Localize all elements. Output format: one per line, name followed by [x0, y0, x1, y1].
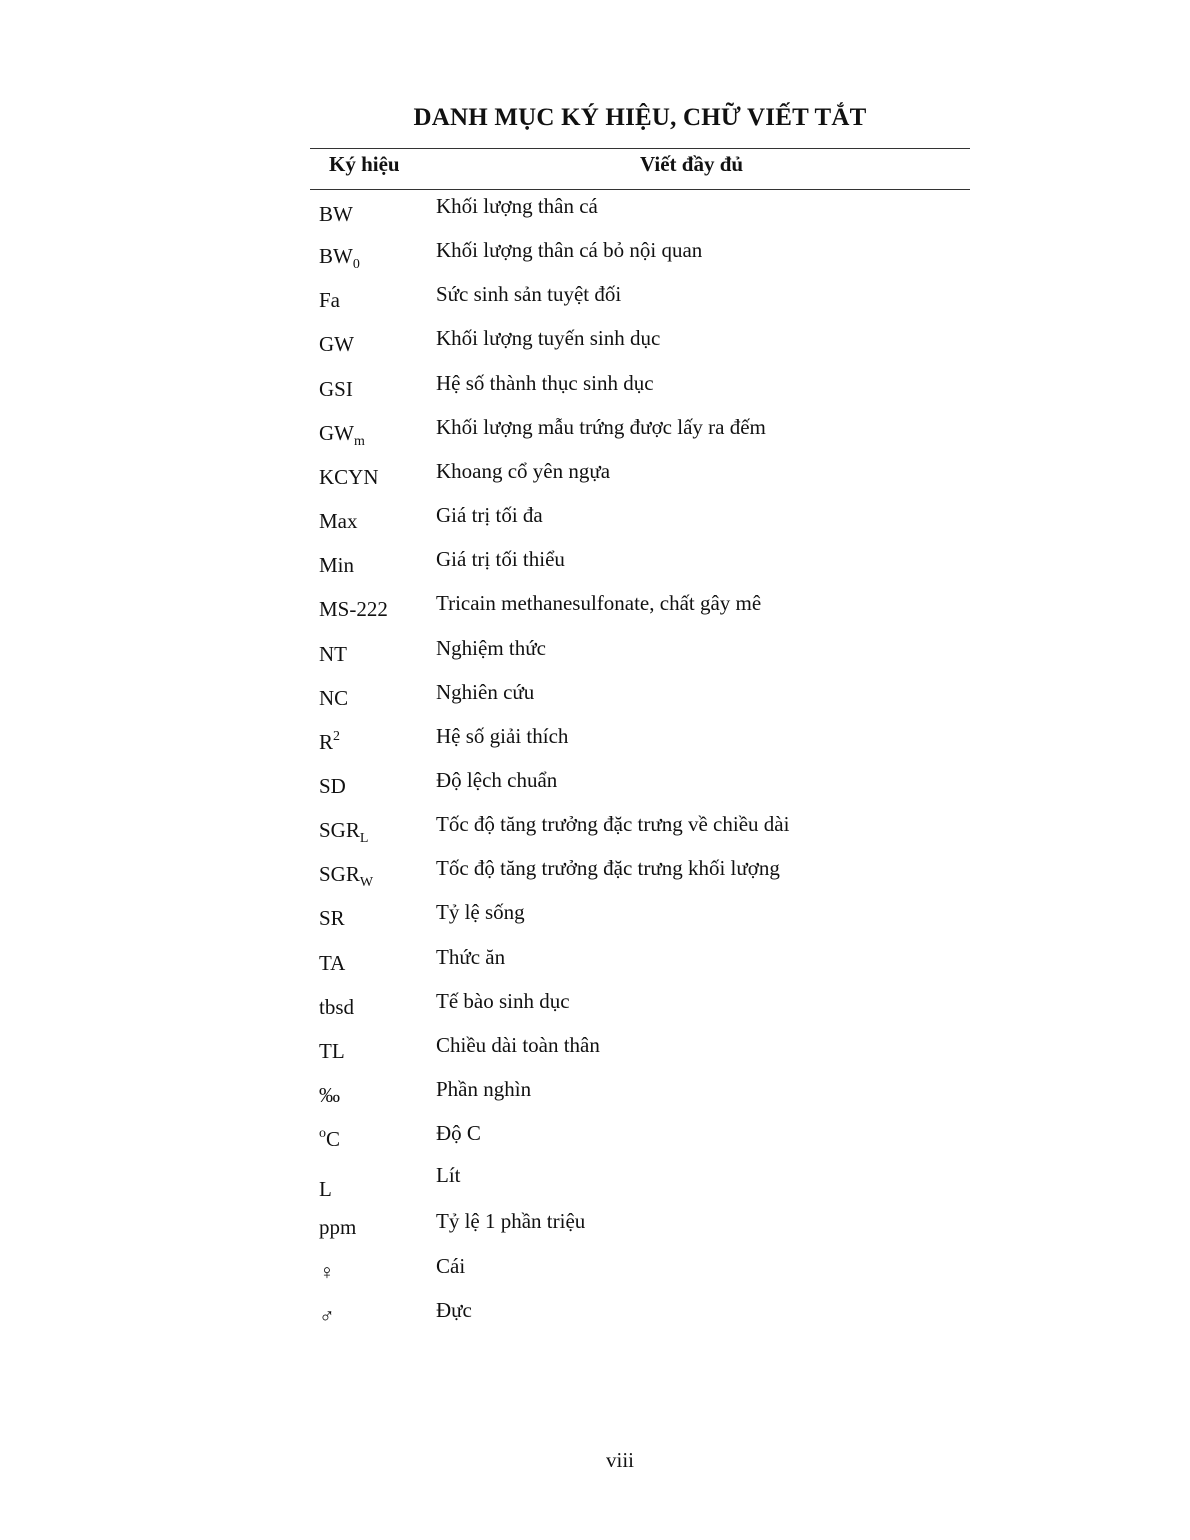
table-row	[0, 1296, 1190, 1340]
symbol-text: C	[326, 1127, 341, 1152]
full-form-cell: Tricain methanesulfonate, chất gây mê	[436, 591, 762, 616]
full-form-cell: Tốc độ tăng trưởng đặc trưng khối lượng	[436, 856, 780, 881]
symbol-subscript: m	[354, 433, 365, 449]
full-form-cell: Khoang cổ yên ngựa	[436, 458, 611, 483]
symbol-cell	[319, 595, 388, 623]
table-row	[0, 854, 1190, 898]
symbol-cell	[319, 463, 379, 491]
full-form-cell: Khối lượng tuyến sinh dục	[436, 326, 661, 351]
symbol-cell	[319, 242, 360, 273]
full-form-cell: Nghiên cứu	[436, 679, 535, 704]
symbol-cell	[319, 1258, 335, 1286]
symbol-cell	[319, 728, 340, 756]
table-row	[0, 722, 1190, 766]
full-form-cell: Phần nghìn	[436, 1077, 532, 1101]
symbol-cell	[319, 816, 369, 847]
symbol-text: Fa	[319, 288, 340, 313]
full-form-cell: Khối lượng mẫu trứng được lấy ra đếm	[436, 414, 766, 439]
symbol-cell	[319, 419, 365, 447]
symbol-text: MS-222	[319, 597, 388, 622]
symbol-text: tbsd	[319, 994, 355, 1019]
symbol-cell	[319, 684, 348, 712]
symbol-cell	[319, 286, 340, 314]
full-form-cell: Độ C	[436, 1121, 481, 1146]
table-row	[0, 369, 1190, 413]
column-header-symbol: Ký hiệu	[329, 152, 400, 176]
full-form-cell: Tỷ lệ 1 phần triệu	[436, 1209, 586, 1234]
symbol-subscript: 0	[352, 257, 360, 273]
symbol-cell	[319, 1125, 340, 1153]
symbol-text: Min	[319, 553, 355, 578]
symbol-text: BW	[319, 202, 353, 226]
table-row	[0, 501, 1190, 545]
column-header-full: Viết đầy đủ	[640, 152, 744, 176]
symbol-superscript: 2	[333, 728, 341, 744]
symbol-text: ♂	[319, 1303, 335, 1328]
symbol-cell	[319, 1302, 335, 1330]
full-form-cell: Giá trị tối thiểu	[436, 547, 565, 572]
symbol-text: TL	[319, 1038, 345, 1063]
symbol-text: SGR	[319, 818, 360, 843]
table-row	[0, 678, 1190, 722]
table-row	[0, 1075, 1190, 1119]
symbol-text: KCYN	[319, 464, 379, 489]
symbol-text: R	[319, 729, 334, 754]
full-form-cell: Hệ số thành thục sinh dục	[436, 370, 654, 395]
table-row	[0, 1119, 1190, 1163]
full-form-cell: Thức ăn	[436, 944, 506, 969]
table-row	[0, 810, 1190, 854]
symbol-text: ‰	[319, 1083, 340, 1107]
symbol-cell	[319, 200, 353, 228]
symbol-cell	[319, 330, 354, 358]
symbol-text: Max	[319, 509, 358, 534]
symbol-cell	[319, 551, 354, 579]
symbol-text: GSI	[319, 376, 353, 401]
symbol-cell	[319, 1081, 340, 1109]
symbol-text: SR	[319, 906, 345, 931]
table-row	[0, 943, 1190, 987]
symbol-cell	[319, 375, 353, 403]
table-row	[0, 1031, 1190, 1075]
symbol-subscript: W	[359, 875, 374, 891]
symbol-text: ppm	[319, 1215, 357, 1240]
symbol-superscript: o	[319, 1126, 326, 1142]
full-form-cell: Tỷ lệ sống	[436, 900, 525, 925]
full-form-cell: Sức sinh sản tuyệt đối	[436, 282, 622, 307]
table-row	[0, 545, 1190, 589]
full-form-cell: Chiều dài toàn thân	[436, 1032, 600, 1057]
full-form-cell: Tế bào sinh dục	[436, 988, 570, 1013]
symbol-text: BW	[319, 244, 353, 269]
symbol-cell	[319, 904, 345, 932]
table-row	[0, 1207, 1190, 1251]
table-row	[0, 898, 1190, 942]
symbol-cell	[319, 1037, 345, 1065]
symbol-text: SGR	[319, 862, 360, 887]
symbol-text: SD	[319, 773, 346, 798]
symbol-cell	[319, 507, 358, 535]
full-form-cell: Khối lượng thân cá	[436, 194, 598, 218]
table-row	[0, 1163, 1190, 1207]
symbol-text: ♀	[319, 1259, 335, 1284]
symbol-text: GW	[319, 332, 354, 357]
symbol-cell	[319, 860, 374, 891]
full-form-cell: Cái	[436, 1253, 466, 1278]
symbol-subscript: L	[359, 831, 369, 847]
full-form-cell: Độ lệch chuẩn	[436, 767, 558, 792]
symbol-cell	[319, 1175, 332, 1203]
symbol-cell	[319, 772, 346, 800]
table-row	[0, 589, 1190, 633]
full-form-cell: Đực	[436, 1297, 472, 1322]
table-row	[0, 634, 1190, 678]
symbol-text: TA	[319, 950, 346, 975]
full-form-cell: Giá trị tối đa	[436, 503, 543, 528]
full-form-cell: Tốc độ tăng trưởng đặc trưng về chiều dài	[436, 812, 790, 837]
symbol-cell	[319, 993, 354, 1021]
page-number: viii	[605, 1448, 634, 1472]
full-form-cell: Hệ số giải thích	[436, 723, 569, 748]
page-title: DANH MỤC KÝ HIỆU, CHỮ VIẾT TẮT	[413, 104, 867, 131]
symbol-cell	[319, 1213, 356, 1241]
full-form-cell: Nghiệm thức	[436, 635, 546, 660]
symbol-text: GW	[319, 420, 354, 445]
table-row	[0, 987, 1190, 1031]
table-row	[0, 1252, 1190, 1296]
table-row	[0, 192, 1190, 236]
table-row	[0, 280, 1190, 324]
table-top-rule	[310, 148, 970, 149]
symbol-text: NT	[319, 641, 347, 666]
table-row	[0, 457, 1190, 501]
table-row	[0, 324, 1190, 368]
symbol-text: L	[319, 1177, 332, 1202]
symbol-text: NC	[319, 685, 349, 710]
table-row	[0, 766, 1190, 810]
table-row	[0, 236, 1190, 280]
table-row	[0, 413, 1190, 457]
symbol-cell	[319, 949, 345, 977]
table-header-rule	[310, 189, 970, 190]
full-form-cell: Lít	[436, 1163, 461, 1188]
full-form-cell: Khối lượng thân cá bỏ nội quan	[436, 238, 703, 263]
symbol-cell	[319, 640, 347, 668]
